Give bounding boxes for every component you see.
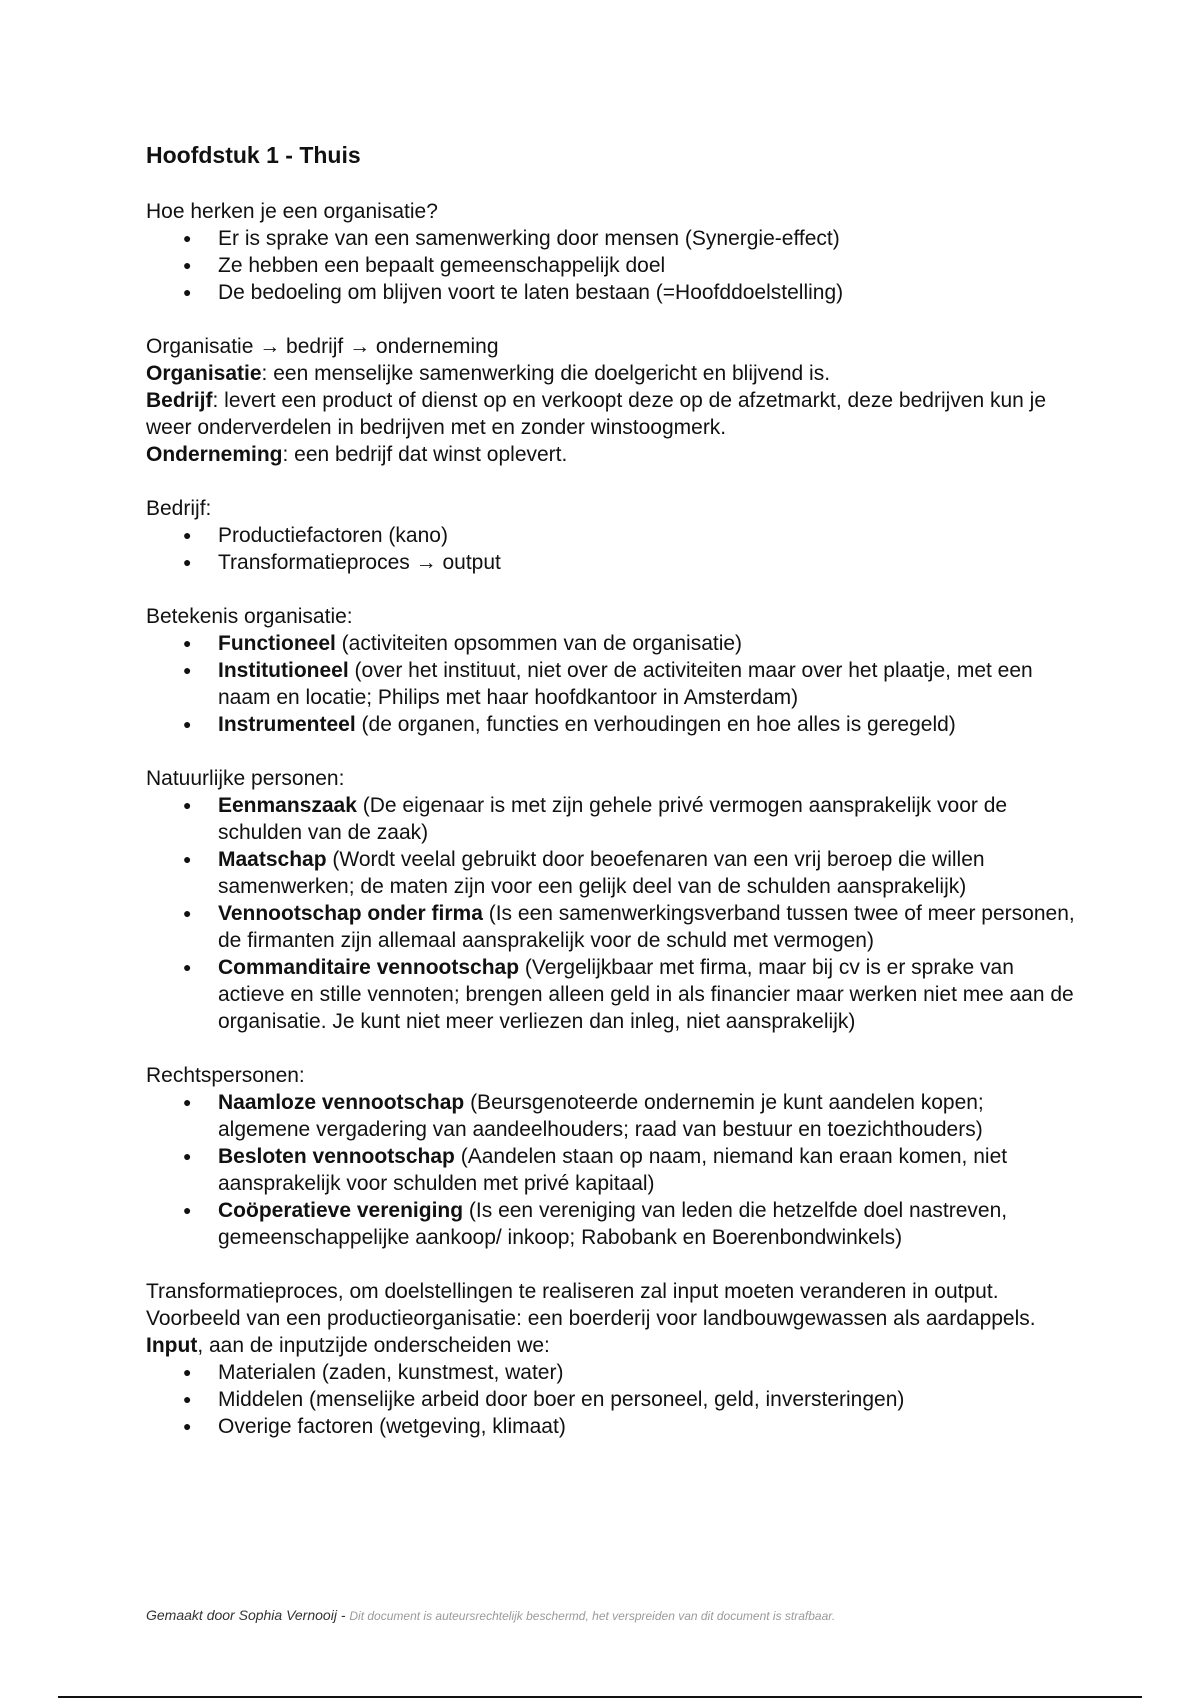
list-item	[218, 711, 1076, 738]
term: Commanditaire vennootschap	[218, 956, 520, 979]
term: Naamloze vennootschap	[218, 1091, 465, 1114]
input-list	[146, 1359, 1076, 1440]
term: Vennootschap onder firma	[218, 902, 483, 925]
term: Coöperatieve vereniging	[218, 1199, 464, 1222]
list-item	[218, 954, 1076, 1035]
list-item	[218, 1197, 1076, 1251]
definition-organisatie	[146, 360, 1076, 387]
list-item: ● Productiefactoren (kano)	[218, 522, 1076, 549]
item-text: (over het instituut, niet over de activiteiten maar over het plaatje, met een naam en locatie; Philips met haar hoofdkantoor in Amsterdam)	[218, 659, 1033, 709]
item-text: (Aandelen staan op naam, niemand kan eraan komen, niet aansprakelijk voor schulden met privé kapitaal)	[218, 1145, 1008, 1195]
footer-author: Gemaakt door Sophia Vernooij -	[146, 1607, 346, 1623]
list-item	[218, 657, 1076, 711]
list-item: ● Materialen (zaden, kunstmest, water)	[218, 1359, 1076, 1386]
section-heading: Rechtspersonen:	[146, 1064, 305, 1087]
section-heading: Bedrijf:	[146, 497, 212, 520]
natuurlijke-personen-list	[146, 792, 1076, 1035]
term: Organisatie	[146, 362, 262, 385]
item-text: (de organen, functies en verhoudingen en hoe alles is geregeld)	[355, 713, 956, 736]
term: Institutioneel	[218, 659, 349, 682]
term: Maatschap	[218, 848, 327, 871]
rechtspersonen-list	[146, 1089, 1076, 1251]
list-item: ● Ze hebben een bepaalt gemeenschappelijk doel	[218, 252, 1076, 279]
term: Onderneming	[146, 443, 283, 466]
definition-text: : levert een product of dienst op en verkoopt deze op de afzetmarkt, deze bedrijven kun je weer onderverdelen in bedrijven met en zonder winstoogmerk.	[146, 389, 1047, 439]
list-item: ● Transformatieproces → output	[218, 549, 1076, 576]
footer	[146, 1607, 835, 1623]
list-item: ● Er is sprake van een samenwerking door mensen (Synergie-effect)	[218, 225, 1076, 252]
section-heading: Betekenis organisatie:	[146, 605, 353, 628]
section-question: Hoe herken je een organisatie?	[146, 200, 438, 223]
definition-onderneming	[146, 441, 1076, 468]
list-item	[218, 792, 1076, 846]
item-text: (activiteiten opsommen van de organisatie)	[335, 632, 743, 655]
item-text: (Beursgenoteerde ondernemin je kunt aandelen kopen; algemene vergadering van aandeelhouders; raad van bestuur en toezichthouders)	[218, 1091, 984, 1141]
item-text: (Is een vereniging van leden die hetzelfde doel nastreven, gemeenschappelijke aankoop/ inkoop; Rabobank en Boerenbondwinkels)	[218, 1199, 1008, 1249]
document-page	[146, 140, 1076, 1440]
bedrijf-list	[146, 522, 1076, 576]
definition-chain: Organisatie → bedrijf → onderneming	[146, 335, 499, 358]
term: Bedrijf	[146, 389, 213, 412]
list-item	[218, 630, 1076, 657]
definition-bedrijf	[146, 387, 1076, 441]
list-item	[218, 846, 1076, 900]
list-item: ● Middelen (menselijke arbeid door boer en personeel, geld, inversteringen)	[218, 1386, 1076, 1413]
section-heading: Natuurlijke personen:	[146, 767, 345, 790]
list-item: ● Overige factoren (wetgeving, klimaat)	[218, 1413, 1076, 1440]
list-item	[218, 1089, 1076, 1143]
bottom-divider	[58, 1696, 1142, 1698]
input-line	[146, 1332, 1076, 1359]
recognize-list	[146, 225, 1076, 306]
definition-text: : een bedrijf dat winst oplevert.	[282, 443, 568, 466]
input-text: , aan de inputzijde onderscheiden we:	[197, 1334, 550, 1357]
item-text: (Wordt veelal gebruikt door beoefenaren van een vrij beroep die willen samenwerken; de maten zijn voor een gelijk deel van de schulden aansprakelijk)	[218, 848, 985, 898]
term: Input	[146, 1334, 198, 1357]
definition-text: : een menselijke samenwerking die doelgericht en blijvend is.	[261, 362, 831, 385]
term: Functioneel	[218, 632, 336, 655]
transformatie-paragraph: Transformatieproces, om doelstellingen te realiseren zal input moeten veranderen in output. Voorbeeld van een productieorganisatie: een boerderij voor landbouwgewassen als aardappels.	[146, 1280, 1036, 1330]
list-item: ● De bedoeling om blijven voort te laten bestaan (=Hoofddoelstelling)	[218, 279, 1076, 306]
betekenis-list	[146, 630, 1076, 738]
term: Instrumenteel	[218, 713, 356, 736]
item-text: (Is een samenwerkingsverband tussen twee of meer personen, de firmanten zijn allemaal aansprakelijk voor de schuld met vermogen)	[218, 902, 1075, 952]
page-title: Hoofdstuk 1 - Thuis	[146, 142, 361, 168]
term: Eenmanszaak	[218, 794, 357, 817]
list-item	[218, 900, 1076, 954]
item-text: (De eigenaar is met zijn gehele privé vermogen aansprakelijk voor de schulden van de zaak)	[218, 794, 1008, 844]
footer-copyright-notice: Dit document is auteursrechtelijk beschermd, het verspreiden van dit document is strafbaar.	[349, 1609, 836, 1623]
item-text: (Vergelijkbaar met firma, maar bij cv is er sprake van actieve en stille vennoten; brengen alleen geld in als financier maar werken niet mee aan de organisatie. Je kunt niet meer verliezen dan inleg, niet aansprakelijk)	[218, 956, 1074, 1033]
list-item	[218, 1143, 1076, 1197]
term: Besloten vennootschap	[218, 1145, 455, 1168]
